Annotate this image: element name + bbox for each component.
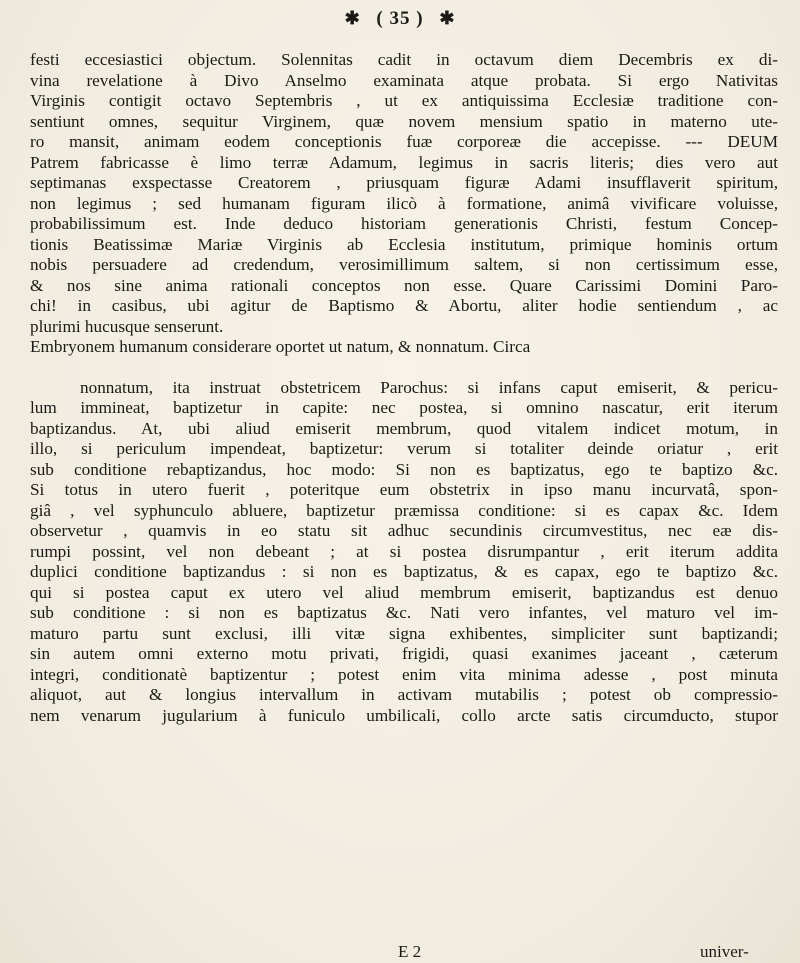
text-line: Si totus in utero fuerit , poteritque eum obstetrix in ipso manu incurvatâ, spon- [30, 480, 778, 499]
page-header [0, 8, 800, 30]
text-line: nem venarum jugularium à funiculo umbilicali, collo arcte satis circumducto, stupor [30, 705, 778, 725]
text-line: duplici conditione baptizandus : si non es baptizatus, & es capax, ego te baptizo &c. [30, 562, 778, 581]
text-line: lum immineat, baptizetur in capite: nec postea, si omnino nascatur, erit iterum [30, 398, 778, 417]
text-line: septimanas exspectasse Creatorem , priusquam figuræ Adami insufflaverit spiritum, [30, 173, 778, 192]
text-line: baptizandus. At, ubi aliud emiserit membrum, quod vitalem indicet motum, in [30, 418, 778, 438]
text-line: festi eccesiastici objectum. Solennitas cadit in octavum diem Decembris ex di- [30, 50, 778, 69]
text-line: aliquot, aut & longius intervallum in activam mutabilis ; potest ob compressio- [30, 685, 778, 704]
text-line: illo, si periculum impendeat, baptizetur: verum si totaliter deinde oriatur , erit [30, 439, 778, 458]
text-line: sin autem omni externo motu privati, frigidi, quasi exanimes jaceant , cæterum [30, 644, 778, 663]
text-line: ro mansit, animam eodem conceptionis fuæ corporeæ die accepisse. --- DEUM [30, 132, 778, 151]
text-line: probabilissimum est. Inde deduco historiam generationis Christi, festum Concep- [30, 214, 778, 233]
text-line: maturo partu sunt exclusi, illi vitæ signa exhibentes, simpliciter sunt baptizandi; [30, 623, 778, 643]
page-footer [0, 942, 800, 962]
text-line: sub conditione : si non es baptizatus &c. Nati vero infantes, vel maturo vel im- [30, 603, 778, 622]
text-line: qui si postea caput ex utero vel aliud membrum emiserit, baptizandus est denuo [30, 582, 778, 602]
text-line: tionis Beatissimæ Mariæ Virginis ab Ecclesia institutum, primique hominis ortum [30, 234, 778, 254]
text-line: integri, conditionatè baptizentur ; potest enim vita minima adesse , post minuta [30, 664, 778, 684]
paragraph-gap [30, 358, 778, 378]
text-line: giâ , vel syphunculo abluere, baptizetur præmissa conditione: si es capax &c. Idem [30, 500, 778, 520]
text-line: Virginis contigit octavo Septembris , ut ex antiquissima Ecclesiæ traditione con- [30, 91, 778, 110]
text-line: nonnatum, ita instruat obstetricem Parochus: si infans caput emiserit, & pericu- [80, 377, 778, 397]
text-line: sentiunt omnes, sequitur Virginem, quæ novem mensium spatio in materno ute- [30, 111, 778, 131]
text-line: vina revelatione à Divo Anselmo examinata atque probata. Si ergo Nativitas [30, 70, 778, 90]
text-line: & nos sine anima rationali conceptos non esse. Quare Carissimi Domini Paro- [30, 275, 778, 295]
right-ornament-icon: ✱ [439, 8, 456, 28]
text-line: Embryonem humanum considerare oportet ut natum, & nonnatum. Circa [30, 337, 531, 356]
catchword: univer- [700, 942, 749, 961]
text-line: rumpi possint, vel non debeant ; at si postea disrumpantur , erit iterum addita [30, 541, 778, 561]
text-line: non legimus ; sed humanam figuram ilicò à formatione, animâ vivificare voluisse, [30, 193, 778, 213]
signature-mark: E 2 [398, 942, 422, 961]
text-line: observetur , quamvis in eo statu sit adhuc secundinis circumvestitus, nec eæ dis- [30, 521, 778, 540]
text-line: plurimi hucusque senserunt. [30, 316, 224, 336]
left-ornament-icon: ✱ [344, 8, 361, 28]
text-line: nobis persuadere ad credendum, verosimillimum saltem, si non certissimum esse, [30, 255, 778, 274]
text-line: chi! in casibus, ubi agitur de Baptismo & Abortu, aliter hodie sentiendum , ac [30, 296, 778, 315]
page-number: ( 35 ) [376, 8, 424, 29]
body-text [30, 50, 778, 726]
text-line: Patrem fabricasse è limo terræ Adamum, legimus in sacris literis; dies vero aut [30, 152, 778, 172]
text-line: sub conditione rebaptizandus, hoc modo: Si non es baptizatus, ego te baptizo &c. [30, 459, 778, 479]
